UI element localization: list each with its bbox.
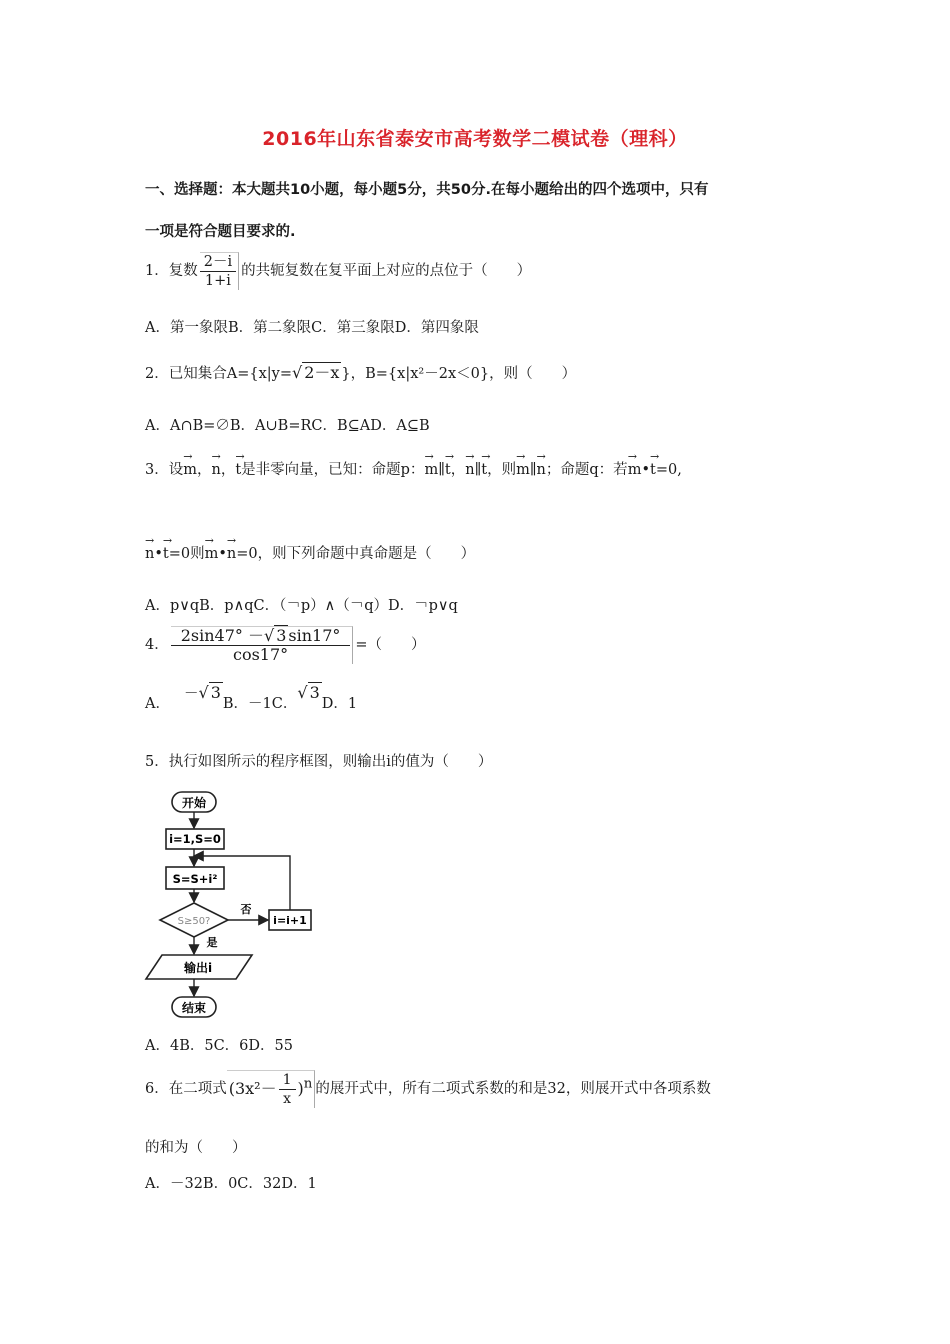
q4-opt-a-neg: － (183, 686, 199, 702)
flowchart (140, 786, 320, 1026)
flow-end-label: 结束 (181, 1001, 207, 1015)
q4-suffix: =（ ） (355, 637, 426, 653)
flow-increment-label: i=i+1 (273, 914, 307, 927)
q4-opt-d: D．1 (321, 696, 358, 712)
q3-then: ，则 (487, 462, 517, 478)
q2-sqrt-content: 2－x (304, 363, 340, 382)
vector-n: → n (227, 540, 236, 562)
flow-condition-label: S≥50? (177, 916, 211, 927)
q2-suffix: }，B={x|x²－2x＜0}，则（ ） (341, 366, 577, 382)
vector-n: → n (537, 456, 546, 478)
question-6 (145, 1070, 711, 1108)
dot-symbol: • (154, 546, 163, 562)
q2-options: A．A∩B=∅B．A∪B=RC．B⊆AD．A⊆B (145, 418, 430, 434)
vector-n: → n (211, 456, 220, 478)
q5-options: A．4B．5C．6D．55 (145, 1038, 293, 1054)
q3-prefix: 3．设 (145, 462, 184, 478)
q4-opt-a-value (183, 683, 223, 702)
question-3-line2 (145, 540, 475, 563)
question-6-line2: 的和为（ ） (145, 1140, 247, 1156)
question-5: 5．执行如图所示的程序框图，则输出i的值为（ ） (145, 754, 493, 770)
q1-frac-den: 1+i (204, 273, 231, 289)
dot-symbol: • (641, 462, 650, 478)
vector-t: → t (163, 540, 169, 562)
q3-line2-a: =0则 (168, 546, 205, 562)
q4-prefix: 4． (145, 637, 169, 653)
q2-sqrt: √ 2－x (291, 363, 340, 382)
vector-m: → m (183, 456, 197, 478)
q4-denominator: cos17° (232, 645, 289, 664)
flow-start-label: 开始 (181, 796, 207, 810)
q4-opt-b: B．－1C． (222, 696, 298, 712)
section-heading-line1: 一、选择题：本大题共10小题，每小题5分，共50分.在每小题给出的四个选项中，只有 (145, 182, 709, 198)
q6-expr-end: ) (297, 1079, 304, 1098)
q6-frac-num: 1 (279, 1071, 296, 1090)
vector-t: → t (235, 456, 241, 478)
q4-num-sqrt-content: 3 (276, 626, 287, 645)
vector-m: → m (628, 456, 642, 478)
q4-num-c: sin17° (288, 626, 341, 645)
q3-eq0: =0, (655, 462, 682, 478)
q1-frac-num: 2－i (200, 253, 236, 272)
q6-suffix: 的展开式中，所有二项式系数的和是32，则展开式中各项系数 (315, 1081, 711, 1097)
q3-options: A．p∨qB．p∧qC．（￢p）∧（￢q）D．￢p∨q (145, 598, 458, 614)
question-4 (145, 626, 426, 664)
q4-options (145, 683, 358, 713)
flow-init-label: i=1,S=0 (169, 832, 221, 846)
question-2 (145, 360, 576, 383)
parallel-symbol: ∥ (474, 462, 482, 478)
vector-t: → t (445, 456, 451, 478)
q6-exponent: n (303, 1076, 313, 1092)
q3-text: 是非零向量，已知：命题p： (241, 462, 425, 478)
q6-expr: (3x²－ (228, 1079, 277, 1098)
flow-output-label: 输出i (183, 961, 213, 975)
q4-num-a: 2sin47° (180, 626, 243, 645)
q3-line2-b: =0，则下列命题中真命题是（ ） (236, 546, 476, 562)
q1-options: A．第一象限B．第二象限C．第三象限D．第四象限 (145, 320, 479, 336)
flow-yes-label: 是 (206, 936, 218, 949)
q4-num-sqrt: √ 3 (264, 626, 287, 645)
vector-m: → m (516, 456, 530, 478)
q4-opt-a: A． (145, 696, 170, 712)
q4-fraction (171, 626, 354, 664)
q3-prop-q: ；命题q：若 (545, 462, 628, 478)
q4-opt-a-sqrt: √ 3 (198, 683, 221, 702)
q4-opt-c-sqrt: √ 3 (297, 683, 320, 702)
vector-t: → t (481, 456, 487, 478)
flow-assign-label: S=S+i² (172, 872, 218, 886)
q4-numerator (171, 627, 351, 646)
parallel-symbol: ∥ (438, 462, 445, 478)
vector-n: → n (465, 456, 474, 478)
q6-prefix: 6．在二项式 (145, 1081, 227, 1097)
q6-expression (227, 1070, 316, 1108)
vector-n: → n (145, 540, 154, 562)
q4-num-minus: － (248, 626, 265, 645)
q4-opt-a-sqrt-content: 3 (210, 683, 221, 702)
q6-fraction (279, 1071, 296, 1108)
vector-m: → m (205, 540, 219, 562)
q6-options: A．－32B．0C．32D．1 (145, 1176, 317, 1192)
question-3-line1: 3．设→ m，→ n，→ t是非零向量，已知：命题p：→ m∥→ t，→ n∥→ t，则→ m∥→ n；命题q：若→ m•→ t=0, (145, 456, 682, 479)
section-heading-line2: 一项是符合题目要求的. (145, 224, 296, 240)
question-1 (145, 252, 531, 290)
q4-opt-c-sqrt-content: 3 (309, 683, 320, 702)
vector-m: → m (424, 456, 438, 478)
parallel-symbol: ∥ (529, 462, 537, 478)
q1-fraction (200, 252, 239, 290)
vector-t: → t (650, 456, 656, 478)
q6-frac-den: x (283, 1091, 292, 1107)
q1-suffix: 的共轭复数在复平面上对应的点位于（ ） (241, 263, 532, 279)
q2-prefix: 2．已知集合A={x|y= (145, 366, 292, 382)
flow-no-label: 否 (240, 903, 252, 916)
page-title: 2016年山东省泰安市高考数学二模试卷（理科） (262, 128, 688, 150)
q1-prefix: 1．复数 (145, 263, 198, 279)
dot-symbol: • (218, 546, 227, 562)
